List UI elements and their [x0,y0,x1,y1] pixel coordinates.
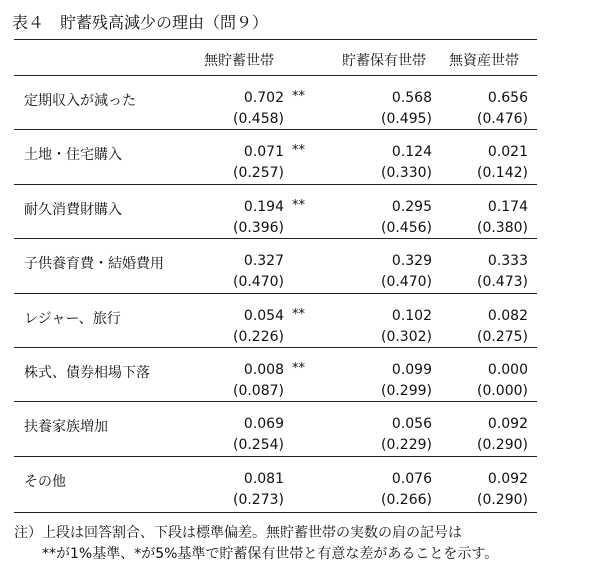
cell-std-dev: (0.266) [380,491,432,508]
cell-std-dev: (0.257) [232,165,284,182]
cell-value: 0.327 [243,253,284,270]
cell-value: 0.568 [391,90,432,106]
cell-std-dev: (0.290) [476,491,528,508]
cell-std-dev: (0.142) [476,165,528,182]
table-row [0,458,590,513]
footnote-line-2: **が1%基準、*が5%基準で貯蓄保有世帯と有意な差があることを示す。 [14,546,499,562]
row-label: その他 [24,473,66,490]
row-label: 耐久消費財購入 [24,201,122,218]
cell-std-dev: (0.226) [232,328,284,345]
significance-mark: ** [292,306,305,322]
cell-value: 0.021 [487,144,528,161]
row-divider [14,347,537,348]
cell-value: 0.099 [391,362,432,378]
significance-mark: ** [292,197,305,213]
table-row [0,131,590,186]
cell-std-dev: (0.000) [476,383,528,399]
cell-value: 0.076 [391,470,432,487]
cell-std-dev: (0.273) [232,491,284,508]
cell-value: 0.194 [243,198,284,215]
column-header-no-savings: 無貯蓄世帯 [204,53,274,69]
table-row [0,349,590,404]
cell-std-dev: (0.302) [380,328,432,345]
row-divider [14,293,537,294]
row-label: 子供養育費・結婚費用 [24,256,164,273]
header-rule [14,75,537,76]
cell-std-dev: (0.229) [380,437,432,454]
cell-value: 0.092 [487,470,528,487]
footnote-line-1: 注）上段は回答割合、下段は標準偏差。無貯蓄世帯の実数の肩の記号は [14,525,462,541]
cell-value: 0.056 [391,416,432,433]
cell-std-dev: (0.290) [476,437,528,454]
cell-value: 0.702 [243,90,284,106]
cell-std-dev: (0.330) [380,165,432,182]
cell-std-dev: (0.254) [232,437,284,454]
cell-std-dev: (0.396) [232,219,284,236]
cell-value: 0.008 [243,362,284,378]
cell-value: 0.656 [487,90,528,106]
row-divider [14,129,537,130]
row-label: レジャー、旅行 [24,310,121,327]
row-label: 定期収入が減った [24,93,136,109]
table-row [0,295,590,350]
cell-value: 0.081 [243,470,284,487]
cell-value: 0.069 [243,416,284,433]
column-header-no-assets: 無資産世帯 [449,53,519,69]
cell-value: 0.000 [487,362,528,378]
cell-value: 0.333 [487,253,528,270]
cell-std-dev: (0.087) [232,383,284,399]
significance-mark: ** [292,143,305,159]
cell-std-dev: (0.470) [380,274,432,291]
significance-mark: ** [292,361,305,376]
cell-value: 0.082 [487,307,528,324]
cell-value: 0.054 [243,307,284,324]
table-number: 表４ [12,13,45,32]
row-label: 株式、債券相場下落 [24,365,150,381]
row-label: 扶養家族増加 [24,419,108,436]
table-title-text: 貯蓄残高減少の理由（問９） [60,13,269,32]
cell-value: 0.329 [391,253,432,270]
cell-std-dev: (0.299) [380,383,432,399]
cell-value: 0.071 [243,144,284,161]
cell-std-dev: (0.476) [476,111,528,127]
cell-std-dev: (0.456) [380,219,432,236]
cell-value: 0.124 [391,144,432,161]
table-top-rule [14,39,537,40]
column-header-savings-holding: 貯蓄保有世帯 [342,53,426,69]
table-row [0,403,590,458]
row-divider [14,238,537,239]
significance-mark: ** [292,89,305,104]
table-row [0,186,590,241]
table-title [12,10,268,33]
table-bottom-rule [14,512,537,513]
cell-std-dev: (0.458) [232,111,284,127]
row-divider [14,456,537,457]
cell-std-dev: (0.275) [476,328,528,345]
cell-std-dev: (0.380) [476,219,528,236]
cell-std-dev: (0.470) [232,274,284,291]
cell-value: 0.295 [391,198,432,215]
cell-value: 0.102 [391,307,432,324]
table-row [0,77,590,132]
cell-std-dev: (0.473) [476,274,528,291]
cell-std-dev: (0.495) [380,111,432,127]
row-divider [14,401,537,402]
row-divider [14,184,537,185]
cell-value: 0.174 [487,198,528,215]
cell-value: 0.092 [487,416,528,433]
table-row [0,240,590,295]
row-label: 土地・住宅購入 [24,147,122,164]
